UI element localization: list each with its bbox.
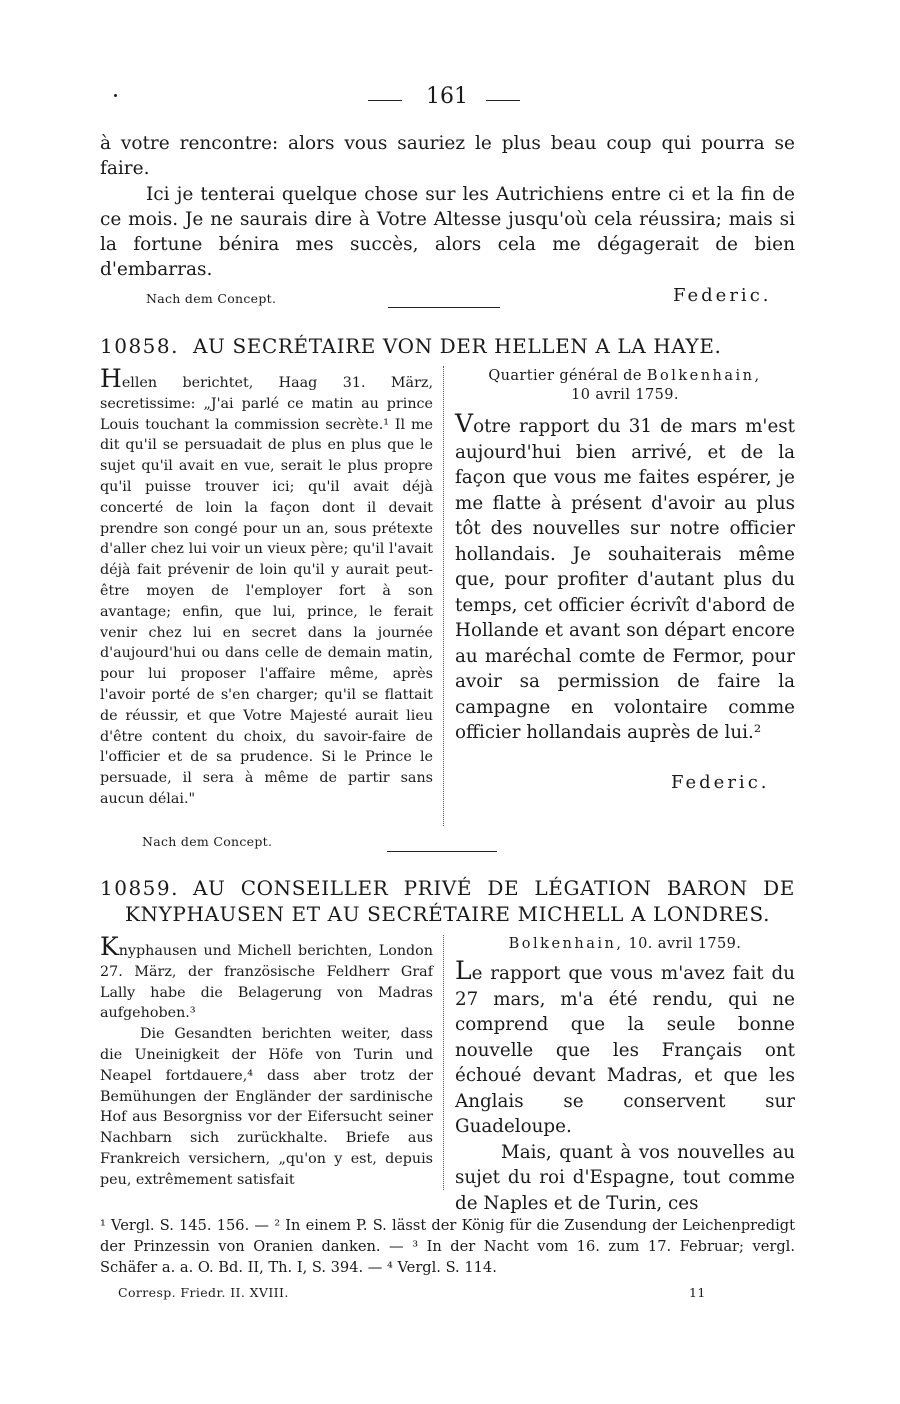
summary-column <box>100 932 433 1191</box>
initial-letter: K <box>100 932 119 961</box>
header-rule-left <box>368 100 402 101</box>
dateline-date: 10. avril 1759. <box>628 936 742 952</box>
header-rule-right <box>486 100 520 101</box>
section-divider <box>388 307 500 308</box>
page-header <box>100 84 795 114</box>
margin-dot <box>114 94 117 97</box>
footer-signature-mark: 11 <box>689 1285 706 1300</box>
letter-number: 10858. <box>100 334 179 358</box>
dateline <box>455 935 795 954</box>
summary-text: nyphausen und Michell berichten, London 27. März, der französische Feldherr Graf Lally habe die Belagerung von Madras aufgehoben.³ <box>100 943 433 1022</box>
letter-title: AU SECRÉTAIRE VON DER HELLEN A LA HAYE. <box>192 334 722 358</box>
letter-body <box>455 411 795 746</box>
letter-body <box>455 958 795 1140</box>
column-separator <box>443 935 444 1190</box>
dateline-prefix: Quartier général de <box>488 368 647 384</box>
column-separator <box>443 366 444 826</box>
initial-letter: L <box>455 956 472 985</box>
letter-text: e rapport que vous m'avez fait du 27 mars, m'a été rendu, qui ne comprend que la seule bonne nouvelle que les Français ont échoué devant Madras, et que les Anglais se conservent sur Guadeloupe. <box>455 963 795 1137</box>
letter-number: 10859. <box>100 876 179 900</box>
summary-paragraph-1 <box>100 932 433 1024</box>
continuation-paragraph-1: à votre rencontre: alors vous sauriez le plus beau coup qui pourra se faire. <box>100 133 795 179</box>
letter-text: otre rapport du 31 de mars m'est aujourd'hui bien arrivé, et de la façon que vous me faites espérer, je me flatte à présent d'avoir au plus tôt des nouvelles sur notre officier hollandais. Je souhaiterais même que, pour profiter d'autant plus du temps, cet officier écrivît d'abord de Hollande et avant son départ encore au maréchal comte de Fermor, pour avoir sa permission de faire la campagne en volontaire comme officier hollandais auprès de lui.² <box>455 416 795 743</box>
dateline <box>455 367 795 405</box>
summary-text: ellen berichtet, Haag 31. März, secretissime: „J'ai parlé ce matin au prince Louis touchant la commission secrète.¹ Il me dit qu'il se persuadait de plus en plus que le sujet qu'il avait en vue, serait le plus propre qu'il puisse trouver ici; qu'il avait déjà concerté de loin la façon dont il devait prendre son congé pour un an, sous prétexte d'aller chez lui voir un vieux père; qu'il l'avait déjà fait prévenir de loin qu'il y aurait peut-être moyen de l'employer fort à son avantage; enfin, que lui, prince, le ferait venir chez lui en secret dans la journée d'aujourd'hui ou dans celle de demain matin, pour lui proposer l'affaire même, après l'avoir porté de s'en charger; qu'il se flattait de réussir, et que Votre Majesté aurait lieu d'être content du choix, du savoir-faire de l'officier et de sa prudence. Si le Prince le persuade, il sera à même de partir sans aucun délai." <box>100 375 433 807</box>
dateline-place: Bolkenhain, <box>508 936 624 952</box>
signature: Federic. <box>673 285 772 306</box>
section-divider <box>387 851 497 852</box>
letter-column <box>455 935 795 1216</box>
footnotes: ¹ Vergl. S. 145. 156. — ² In einem P. S. lässt der König für die Zusendung der Leichenpredigt der Prinzessin von Oranien danken. — ³ In der Nacht vom 16. zum 17. Februar; vergl. Schäfer a. a. O. Bd. II, Th. I, S. 394. — ⁴ Vergl. S. 114. <box>100 1217 795 1276</box>
concept-note: Nach dem Concept. <box>142 834 273 849</box>
summary-column <box>100 364 433 810</box>
letter-title: AU CONSEILLER PRIVÉ DE LÉGATION BARON DE KNYPHAUSEN ET AU SECRÉTAIRE MICHELL A LONDRES. <box>124 876 795 926</box>
letter-heading-10858 <box>100 333 795 359</box>
summary-paragraph-2: Die Gesandten berichten weiter, dass die Uneinigkeit der Höfe von Turin und Neapel fortdauere,⁴ dass aber trotz der Bemühungen der Engländer der sardinische Hof aus Besorgniss vor der Eifersucht seiner Nachbarn sich zurückhalte. Briefe aus Frankreich versichern, „qu'on y est, depuis peu, extrêmement satisfait <box>100 1026 433 1188</box>
letter-heading-10859 <box>100 875 795 927</box>
letter-column <box>455 367 795 746</box>
concept-note: Nach dem Concept. <box>146 291 277 306</box>
dateline-date: 10 avril 1759. <box>571 387 679 403</box>
footer-source: Corresp. Friedr. II. XVIII. <box>118 1285 289 1300</box>
signature: Federic. <box>671 772 770 793</box>
continuation-paragraph-2: Ici je tenterai quelque chose sur les Autrichiens entre ci et la fin de ce mois. Je ne saurais dire à Votre Altesse jusqu'où cela réussira; mais si la fortune bénira mes succès, alors cela me dégagerait de bien d'embarras. <box>100 184 795 280</box>
initial-letter: H <box>100 364 122 393</box>
dateline-place: Bolkenhain, <box>646 368 762 384</box>
initial-letter: V <box>455 409 474 438</box>
letter-paragraph-2: Mais, quant à vos nouvelles au sujet du roi d'Espagne, tout comme de Naples et de Turin, ces <box>455 1141 795 1214</box>
page-number: 161 <box>426 84 468 109</box>
